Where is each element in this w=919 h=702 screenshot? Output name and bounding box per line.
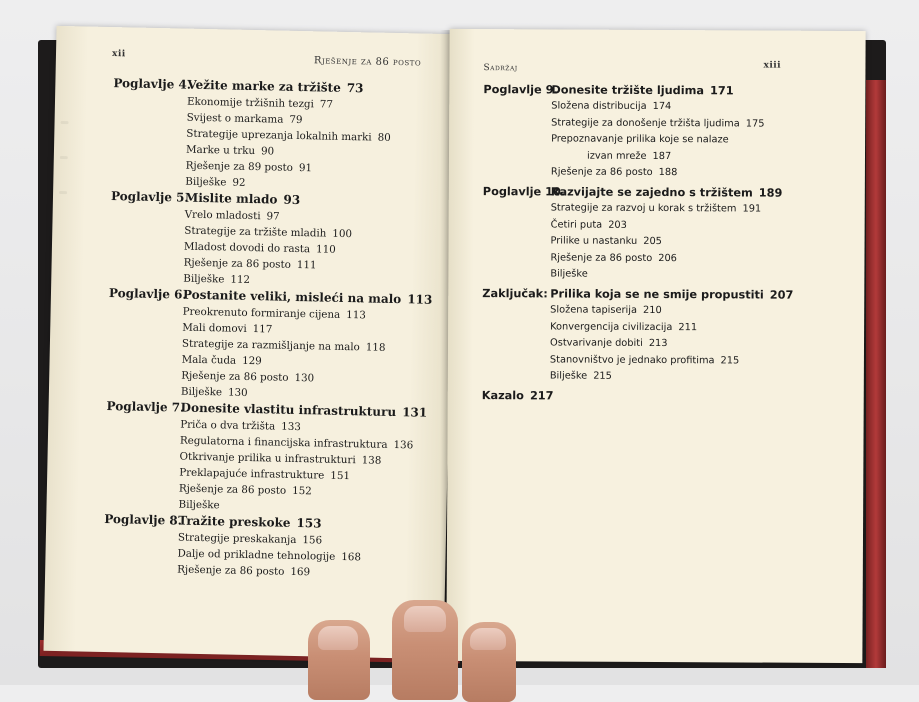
- page-number: 80: [377, 131, 391, 144]
- section-title: Bilješke: [178, 498, 220, 512]
- page-number: 151: [330, 469, 351, 483]
- section-title: Rješenje za 89 posto: [185, 159, 294, 174]
- page-number: 97: [266, 210, 280, 223]
- toc-section-entry: [483, 217, 794, 235]
- page-number: 215: [593, 370, 612, 383]
- page-number: 79: [289, 113, 303, 127]
- toc-section-entry: [482, 319, 793, 337]
- page-number: 168: [341, 550, 362, 564]
- toc-left: [103, 75, 437, 583]
- chapter-label: Poglavlje 7.: [106, 399, 185, 415]
- toc-section-entry: [482, 266, 793, 284]
- section-title: Bilješke: [550, 268, 588, 280]
- chapter-label: Poglavlje 4.: [113, 76, 192, 92]
- page-number: 93: [283, 192, 301, 208]
- toc-section-entry: [483, 233, 794, 251]
- page-number: 175: [745, 118, 765, 130]
- right-running-head: Sadržaj: [483, 63, 518, 74]
- page-number: 77: [319, 98, 334, 111]
- finger: [462, 622, 516, 702]
- page-number: 129: [242, 354, 262, 368]
- bleed-through-mark: [59, 191, 67, 194]
- section-title: Ostvarivanje dobiti: [549, 337, 643, 350]
- page-number: 203: [608, 219, 627, 231]
- section-title: Bilješke: [183, 272, 225, 286]
- chapter-label: Poglavlje 10.: [482, 185, 566, 199]
- section-title: Regulatorna i financijska infrastruktura: [179, 434, 388, 451]
- page-number: 210: [642, 304, 662, 316]
- bleed-through-mark: [61, 121, 69, 124]
- page-number: 112: [230, 273, 251, 286]
- section-title: Strategije preskakanja: [177, 531, 297, 547]
- chapter-label: Kazalo: [481, 388, 524, 403]
- section-title: Mala čuda: [181, 353, 237, 367]
- section-title: Bilješke: [549, 370, 588, 382]
- section-title: Otkrivanje prilika u infrastrukturi: [179, 450, 356, 467]
- page-number: 213: [648, 338, 668, 350]
- chapter-title: Donesite tržište ljudima: [551, 83, 705, 98]
- page-number: 189: [758, 186, 783, 200]
- section-title: Prepoznavanje prilika koje se nalaze: [551, 133, 729, 146]
- toc-section-entry: [482, 250, 793, 268]
- section-title: Mali domovi: [182, 321, 247, 335]
- toc-right: [482, 81, 795, 406]
- section-title: Strategije za tržište mladih: [184, 224, 327, 240]
- page-number: 156: [302, 534, 323, 547]
- toc-section-entry: [483, 131, 794, 149]
- page-number: 152: [292, 484, 312, 498]
- toc-section-entry: [483, 148, 794, 166]
- page-number: 205: [643, 236, 662, 248]
- toc-section-entry: [483, 164, 794, 182]
- section-title: Priča o dva tržišta: [180, 418, 276, 433]
- page-number: 130: [294, 371, 315, 385]
- fingernail: [318, 626, 358, 650]
- page-number: 215: [720, 355, 740, 367]
- chapter-label: Poglavlje 8.: [104, 511, 183, 528]
- page-number: 100: [332, 227, 353, 241]
- page-number: 91: [298, 161, 313, 175]
- chapter-title: Vežite marke za tržište: [187, 77, 341, 95]
- chapter-label: Zaključak:: [482, 287, 548, 301]
- page-number: 111: [296, 258, 317, 272]
- chapter-label: Poglavlje 5.: [110, 189, 189, 205]
- section-title: Rješenje za 86 posto: [181, 369, 289, 384]
- toc-index-entry: [482, 387, 793, 406]
- page-number: 211: [678, 321, 698, 333]
- chapter-label: Poglavlje 9.: [483, 83, 558, 97]
- toc-section-entry: [482, 352, 793, 370]
- left-folio: xii: [111, 49, 126, 60]
- fingernail: [404, 606, 446, 632]
- page-number: 117: [252, 323, 273, 336]
- chapter-title: Tražite preskoke: [178, 513, 291, 530]
- toc-chapter-entry: [483, 81, 794, 100]
- section-title: Dalje od prikladne tehnologije: [177, 547, 336, 563]
- section-title: Četiri puta: [550, 219, 603, 231]
- section-title: Rješenje za 86 posto: [550, 166, 653, 179]
- left-running-head: Rješenje za 86 posto: [313, 55, 422, 69]
- section-title: Bilješke: [180, 385, 223, 399]
- page-number: 92: [232, 176, 246, 189]
- toc-section-entry: [482, 302, 793, 320]
- toc-section-entry: [482, 368, 793, 386]
- finger: [308, 620, 370, 700]
- toc-section-entry: [483, 98, 794, 116]
- page-number: 133: [281, 420, 301, 434]
- page-number: 153: [296, 516, 322, 531]
- section-title: Rješenje za 86 posto: [550, 252, 653, 264]
- section-title: Strategije za razvoj u korak s tržištem: [550, 202, 737, 215]
- section-title: Strategije za razmišljanje na malo: [181, 337, 360, 354]
- bleed-through-mark: [60, 156, 68, 159]
- section-title: Ekonomije tržišnih tezgi: [186, 95, 314, 111]
- page-number: 191: [742, 203, 762, 215]
- page-number: 169: [290, 565, 311, 579]
- section-title: Složena distribucija: [551, 100, 647, 112]
- page-number: 171: [710, 84, 734, 98]
- section-title: Stanovništvo je jednako profitima: [549, 354, 715, 367]
- section-title: Vrelo mladosti: [184, 208, 261, 223]
- section-title: Rješenje za 86 posto: [177, 563, 285, 578]
- left-page: [43, 26, 456, 659]
- page-number: 118: [365, 341, 386, 354]
- page-number: 113: [407, 292, 433, 307]
- chapter-title: Donesite vlastitu infrastrukturu: [180, 400, 397, 420]
- page-number: 73: [346, 80, 364, 96]
- page-number: 130: [227, 386, 248, 399]
- section-title: Marke u trku: [185, 143, 256, 158]
- section-title: Konvergencija civilizacija: [550, 320, 673, 333]
- finger: [392, 600, 458, 700]
- toc-section-entry: [483, 200, 794, 218]
- section-title: Preklapajuće infrastrukture: [179, 466, 325, 482]
- fingernail: [470, 628, 506, 650]
- section-title: Rješenje za 86 posto: [178, 482, 287, 497]
- cover-edge-red: [866, 80, 886, 668]
- section-title: izvan mreže: [586, 150, 647, 162]
- toc-section-entry: [482, 335, 793, 353]
- right-folio: xiii: [763, 60, 782, 71]
- page-number: 188: [658, 167, 678, 179]
- right-page: [446, 29, 865, 663]
- page-number: 138: [361, 454, 382, 467]
- page-number: 110: [315, 243, 336, 256]
- page-number: 131: [402, 405, 428, 420]
- page-number: 217: [529, 389, 554, 403]
- section-title: Mladost dovodi do rasta: [183, 240, 311, 256]
- page-number: 207: [769, 288, 794, 302]
- toc-chapter-entry: [483, 183, 794, 202]
- section-title: Rješenje za 86 posto: [183, 256, 291, 271]
- page-number: 187: [652, 150, 672, 162]
- section-title: Bilješke: [185, 175, 227, 189]
- chapter-title: Razvijajte se zajedno s tržištem: [550, 185, 753, 200]
- page-number: 90: [260, 145, 275, 158]
- section-title: Prilike u nastanku: [550, 235, 638, 248]
- page-number: 206: [658, 252, 677, 264]
- section-title: Preokrenuto formiranje cijena: [182, 305, 341, 321]
- section-title: Strategije za donošenje tržišta ljudima: [551, 117, 740, 130]
- chapter-label: Poglavlje 6.: [108, 286, 187, 302]
- section-title: Složena tapiserija: [550, 304, 638, 316]
- page-number: 174: [652, 100, 672, 113]
- chapter-title: Mislite mlado: [184, 190, 278, 207]
- section-title: Strategije uprezanja lokalnih marki: [186, 127, 372, 144]
- chapter-title: Postanite veliki, misleći na malo: [182, 287, 402, 307]
- page-number: 136: [393, 439, 414, 452]
- chapter-title: Prilika koja se ne smije propustiti: [550, 287, 764, 302]
- section-title: Svijest o markama: [186, 111, 284, 126]
- page-number: 113: [346, 309, 367, 322]
- toc-chapter-entry: [482, 285, 793, 304]
- toc-section-entry: [483, 115, 794, 133]
